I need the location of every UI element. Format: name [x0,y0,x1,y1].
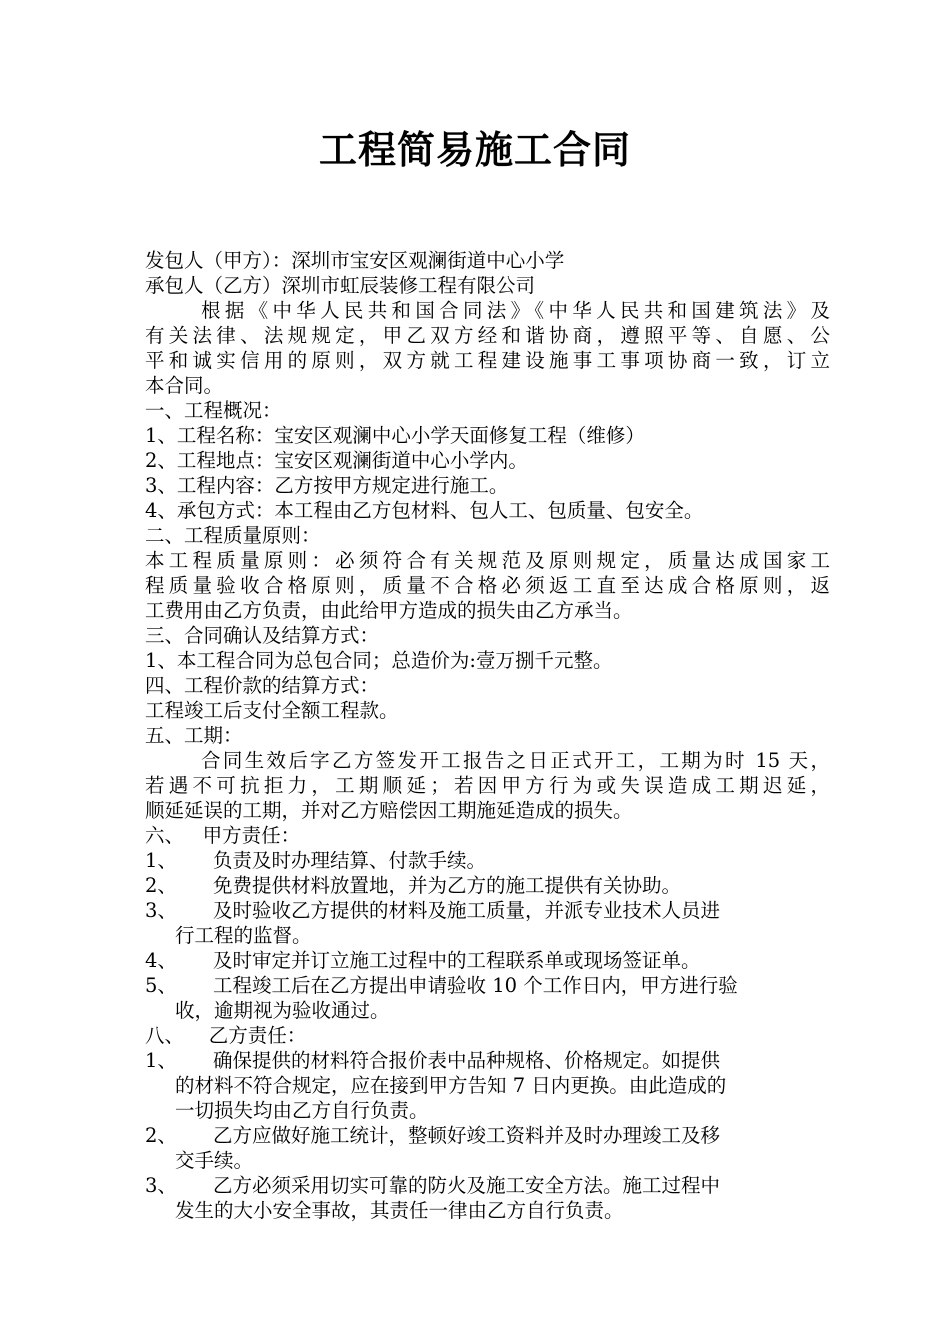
item-number: 4、 [145,949,177,972]
section-1-item: 1、工程名称：宝安区观澜中心小学天面修复工程（维修） [145,424,645,447]
item-number: 2、 [145,1124,177,1147]
item-number: 3、 [145,1174,177,1197]
intro-line: 平和诚实信用的原则，双方就工程建设施事工事项协商一致，订立 [145,349,830,372]
section-5-line: 合同生效后字乙方签发开工报告之日正式开工，工期为时 15 天， [201,749,830,772]
party-a-duty-item [145,948,830,973]
section-2-line: 工费用由乙方负责，由此给甲方造成的损失由乙方承当。 [145,599,633,622]
section-5-line: 若遇不可抗拒力，工期顺延；若因甲方行为或失误造成工期迟延， [145,774,830,797]
party-b-duty-item [145,1048,830,1123]
section-4-heading: 四、工程价款的结算方式： [145,674,380,697]
section-1-item: 2、工程地点：宝安区观澜街道中心小学内。 [145,449,528,472]
section-2-paragraph [145,548,830,623]
party-b-duty-item [145,1123,830,1173]
intro-paragraph [145,298,830,398]
party-a-duty-item [145,973,830,1023]
item-text-cont: 的材料不符合规定，应在接到甲方告知 7 日内更换。由此造成的 [175,1074,727,1097]
section-4-text: 工程竣工后支付全额工程款。 [145,699,399,722]
item-number: 3、 [145,899,177,922]
item-text: 及时验收乙方提供的材料及施工质量，并派专业技术人员进 [213,899,721,922]
item-text: 乙方必须采用切实可靠的防火及施工安全方法。施工过程中 [213,1174,721,1197]
item-text-cont: 发生的大小安全事故，其责任一律由乙方自行负责。 [175,1199,624,1222]
intro-line: 本合同。 [145,374,224,397]
section-1-heading: 一、工程概况： [145,399,282,422]
section-3-heading: 三、合同确认及结算方式： [145,624,380,647]
party-b-line: 承包人（乙方）深圳市虹辰装修工程有限公司 [145,274,536,297]
item-text-cont: 行工程的监督。 [175,924,312,947]
item-text: 确保提供的材料符合报价表中品种规格、价格规定。如提供 [213,1049,721,1072]
party-a-duty-item [145,873,830,898]
intro-line: 根据《中华人民共和国合同法》《中华人民共和国建筑法》及 [201,299,830,322]
section-2-heading: 二、工程质量原则： [145,524,321,547]
section-1-item: 3、工程内容：乙方按甲方规定进行施工。 [145,474,509,497]
item-text-cont: 交手续。 [175,1149,254,1172]
item-text: 负责及时办理结算、付款手续。 [213,849,487,872]
item-number: 5、 [145,974,177,997]
item-text: 乙方应做好施工统计，整顿好竣工资料并及时办理竣工及移 [213,1124,721,1147]
party-a-duty-item [145,898,830,948]
item-text: 免费提供材料放置地，并为乙方的施工提供有关协助。 [213,874,682,897]
section-5-paragraph [145,748,830,823]
item-number: 2、 [145,874,177,897]
section-8-heading: 八、 乙方责任： [145,1024,307,1047]
party-a-duty-item [145,848,830,873]
item-text-cont: 收，逾期视为验收通过。 [175,999,390,1022]
item-number: 1、 [145,849,177,872]
item-text: 工程竣工后在乙方提出申请验收 10 个工作日内，甲方进行验 [213,974,738,997]
section-6-heading: 六、 甲方责任： [145,824,301,847]
item-text: 及时审定并订立施工过程中的工程联系单或现场签证单。 [213,949,701,972]
party-a-line: 发包人（甲方）：深圳市宝安区观澜街道中心小学 [145,249,565,272]
section-3-text: 1、本工程合同为总包合同；总造价为:壹万捌千元整。 [145,649,613,672]
section-2-line: 程质量验收合格原则，质量不合格必须返工直至达成合格原则，返 [145,574,830,597]
item-text-cont: 一切损失均由乙方自行负责。 [175,1099,429,1122]
party-b-duty-item [145,1173,830,1223]
section-2-line: 本工程质量原则：必须符合有关规范及原则规定，质量达成国家工 [145,549,830,572]
section-5-heading: 五、工期： [145,724,243,747]
section-1-item: 4、承包方式：本工程由乙方包材料、包人工、包质量、包安全。 [145,499,704,522]
document-body [145,248,830,1223]
intro-line: 有关法律、法规规定，甲乙双方经和谐协商，遵照平等、自愿、公 [145,324,830,347]
document-title: 工程简易施工合同 [318,128,631,172]
section-5-line: 顺延延误的工期，并对乙方赔偿因工期施延造成的损失。 [145,799,633,822]
item-number: 1、 [145,1049,177,1072]
